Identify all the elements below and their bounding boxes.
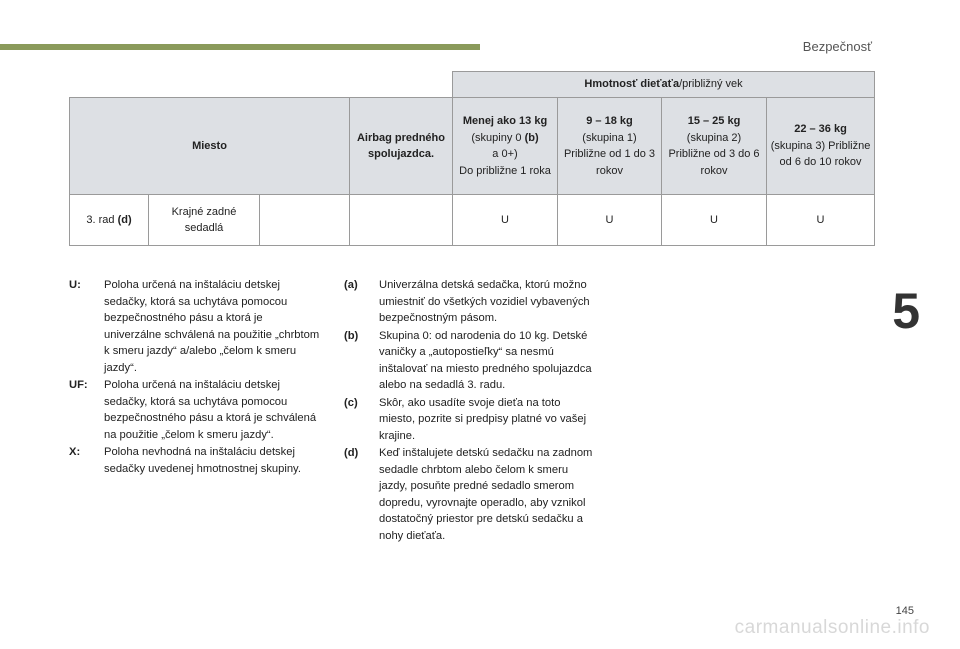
age-header-text: /približný vek [679,78,743,91]
row-empty-cell [260,195,350,246]
legend-text: Poloha nevhodná na inštaláciu detskej sedačky uvedenej hmotnostnej skupiny. [104,446,301,475]
legend-text: Univerzálna detská sedačka, ktorú možno umiestniť do všetkých vozidiel vybavených bezpečnostným pásom. [379,279,590,324]
legend-key: (a) [344,279,358,291]
row-seat: Krajné zadné sedadlá [149,195,260,246]
row-label [70,195,149,246]
legend-key: (c) [344,396,358,409]
group-0-line1 [456,130,554,147]
group-0-line1-text: (skupiny 0 [471,131,525,144]
group-3-title: 22 – 36 kg [794,123,847,136]
legend-item [344,395,599,445]
child-seat-table [69,71,875,246]
group-0-ref: (b) [524,131,539,144]
column-header-row [70,98,875,195]
page-number: 145 [895,605,914,617]
header-accent-bar [0,44,480,50]
row-value-group-2: U [662,195,767,246]
weight-age-header [453,72,875,98]
legend-positions [69,277,321,478]
chapter-number: 5 [892,283,920,339]
row-label-text: 3. rad [86,213,118,226]
legend-text: Keď inštalujete detskú sedačku na zadnom sedadle chrbtom alebo čelom k smeru jazdy, posuňte predné sedadlo smerom dopredu, vyrovnajte operadlo, aby vznikol dostatočný priestor pre detskú sedačku a nohy dieťaťa. [379,447,593,542]
legend-item [69,277,321,376]
legend-key: U: [69,279,81,291]
row-value-group-0: U [453,195,558,246]
group-2-header [662,98,767,195]
row-label-ref: (d) [117,213,132,226]
group-0-line2: a 0+) [492,148,518,160]
legend-key: (b) [344,329,359,342]
group-header-row [70,72,875,98]
group-0-header [453,98,558,195]
section-title: Bezpečnosť [802,39,872,54]
legend-item [344,445,599,544]
legend-notes [344,277,599,545]
group-1-header [558,98,662,195]
table-row [70,195,875,246]
legend-item [69,377,321,443]
legend-item [344,277,599,327]
group-0-line3: Do približne 1 roka [459,164,551,177]
legend-text: Skupina 0: od narodenia do 10 kg. Detské vaničky a „autopostieľky“ sa nesmú inštalovať na miesto predného spolujazdca alebo na sedadlá 3. radu. [379,329,592,391]
legend-text: Poloha určená na inštaláciu detskej sedačky, ktorá sa uchytáva pomocou bezpečnostného pásu a ktorá je schválená na použitie „čelom k smeru jazdy“. [104,379,317,441]
row-value-group-3: U [767,195,875,246]
legend-item [344,328,599,394]
group-2-sub: (skupina 2) Približne od 3 do 6 rokov [668,131,760,177]
legend-text: Skôr, ako usadíte svoje dieťa na toto miesto, pozrite si predpisy platné vo vašej krajine. [379,396,587,442]
row-value-group-1: U [558,195,662,246]
group-0-title: Menej ako 13 kg [462,115,548,127]
group-2-title: 15 – 25 kg [687,115,741,127]
watermark: carmanualsonline.info [734,617,930,638]
group-3-header [767,98,875,195]
legend-key: (d) [344,447,359,459]
row-airbag-cell [350,195,453,246]
legend-key: X: [69,446,81,458]
airbag-header: Airbag predného spolujazdca. [350,98,453,195]
legend-text: Poloha určená na inštaláciu detskej sedačky, ktorá sa uchytáva pomocou bezpečnostného pásu a ktorá je univerzálne schválená na použitie „chrbtom k smeru jazdy“ a/alebo „čelom k smeru jazdy“. [104,279,320,374]
legend-key: UF: [69,379,88,391]
legend-item [69,444,321,477]
group-1-sub: (skupina 1) Približne od 1 do 3 rokov [563,131,656,177]
group-3-sub: (skupina 3) Približne od 6 do 10 rokov [770,139,871,169]
weight-header-bold: Hmotnosť dieťaťa [584,78,680,91]
group-1-title: 9 – 18 kg [586,115,633,127]
place-header: Miesto [70,98,350,195]
